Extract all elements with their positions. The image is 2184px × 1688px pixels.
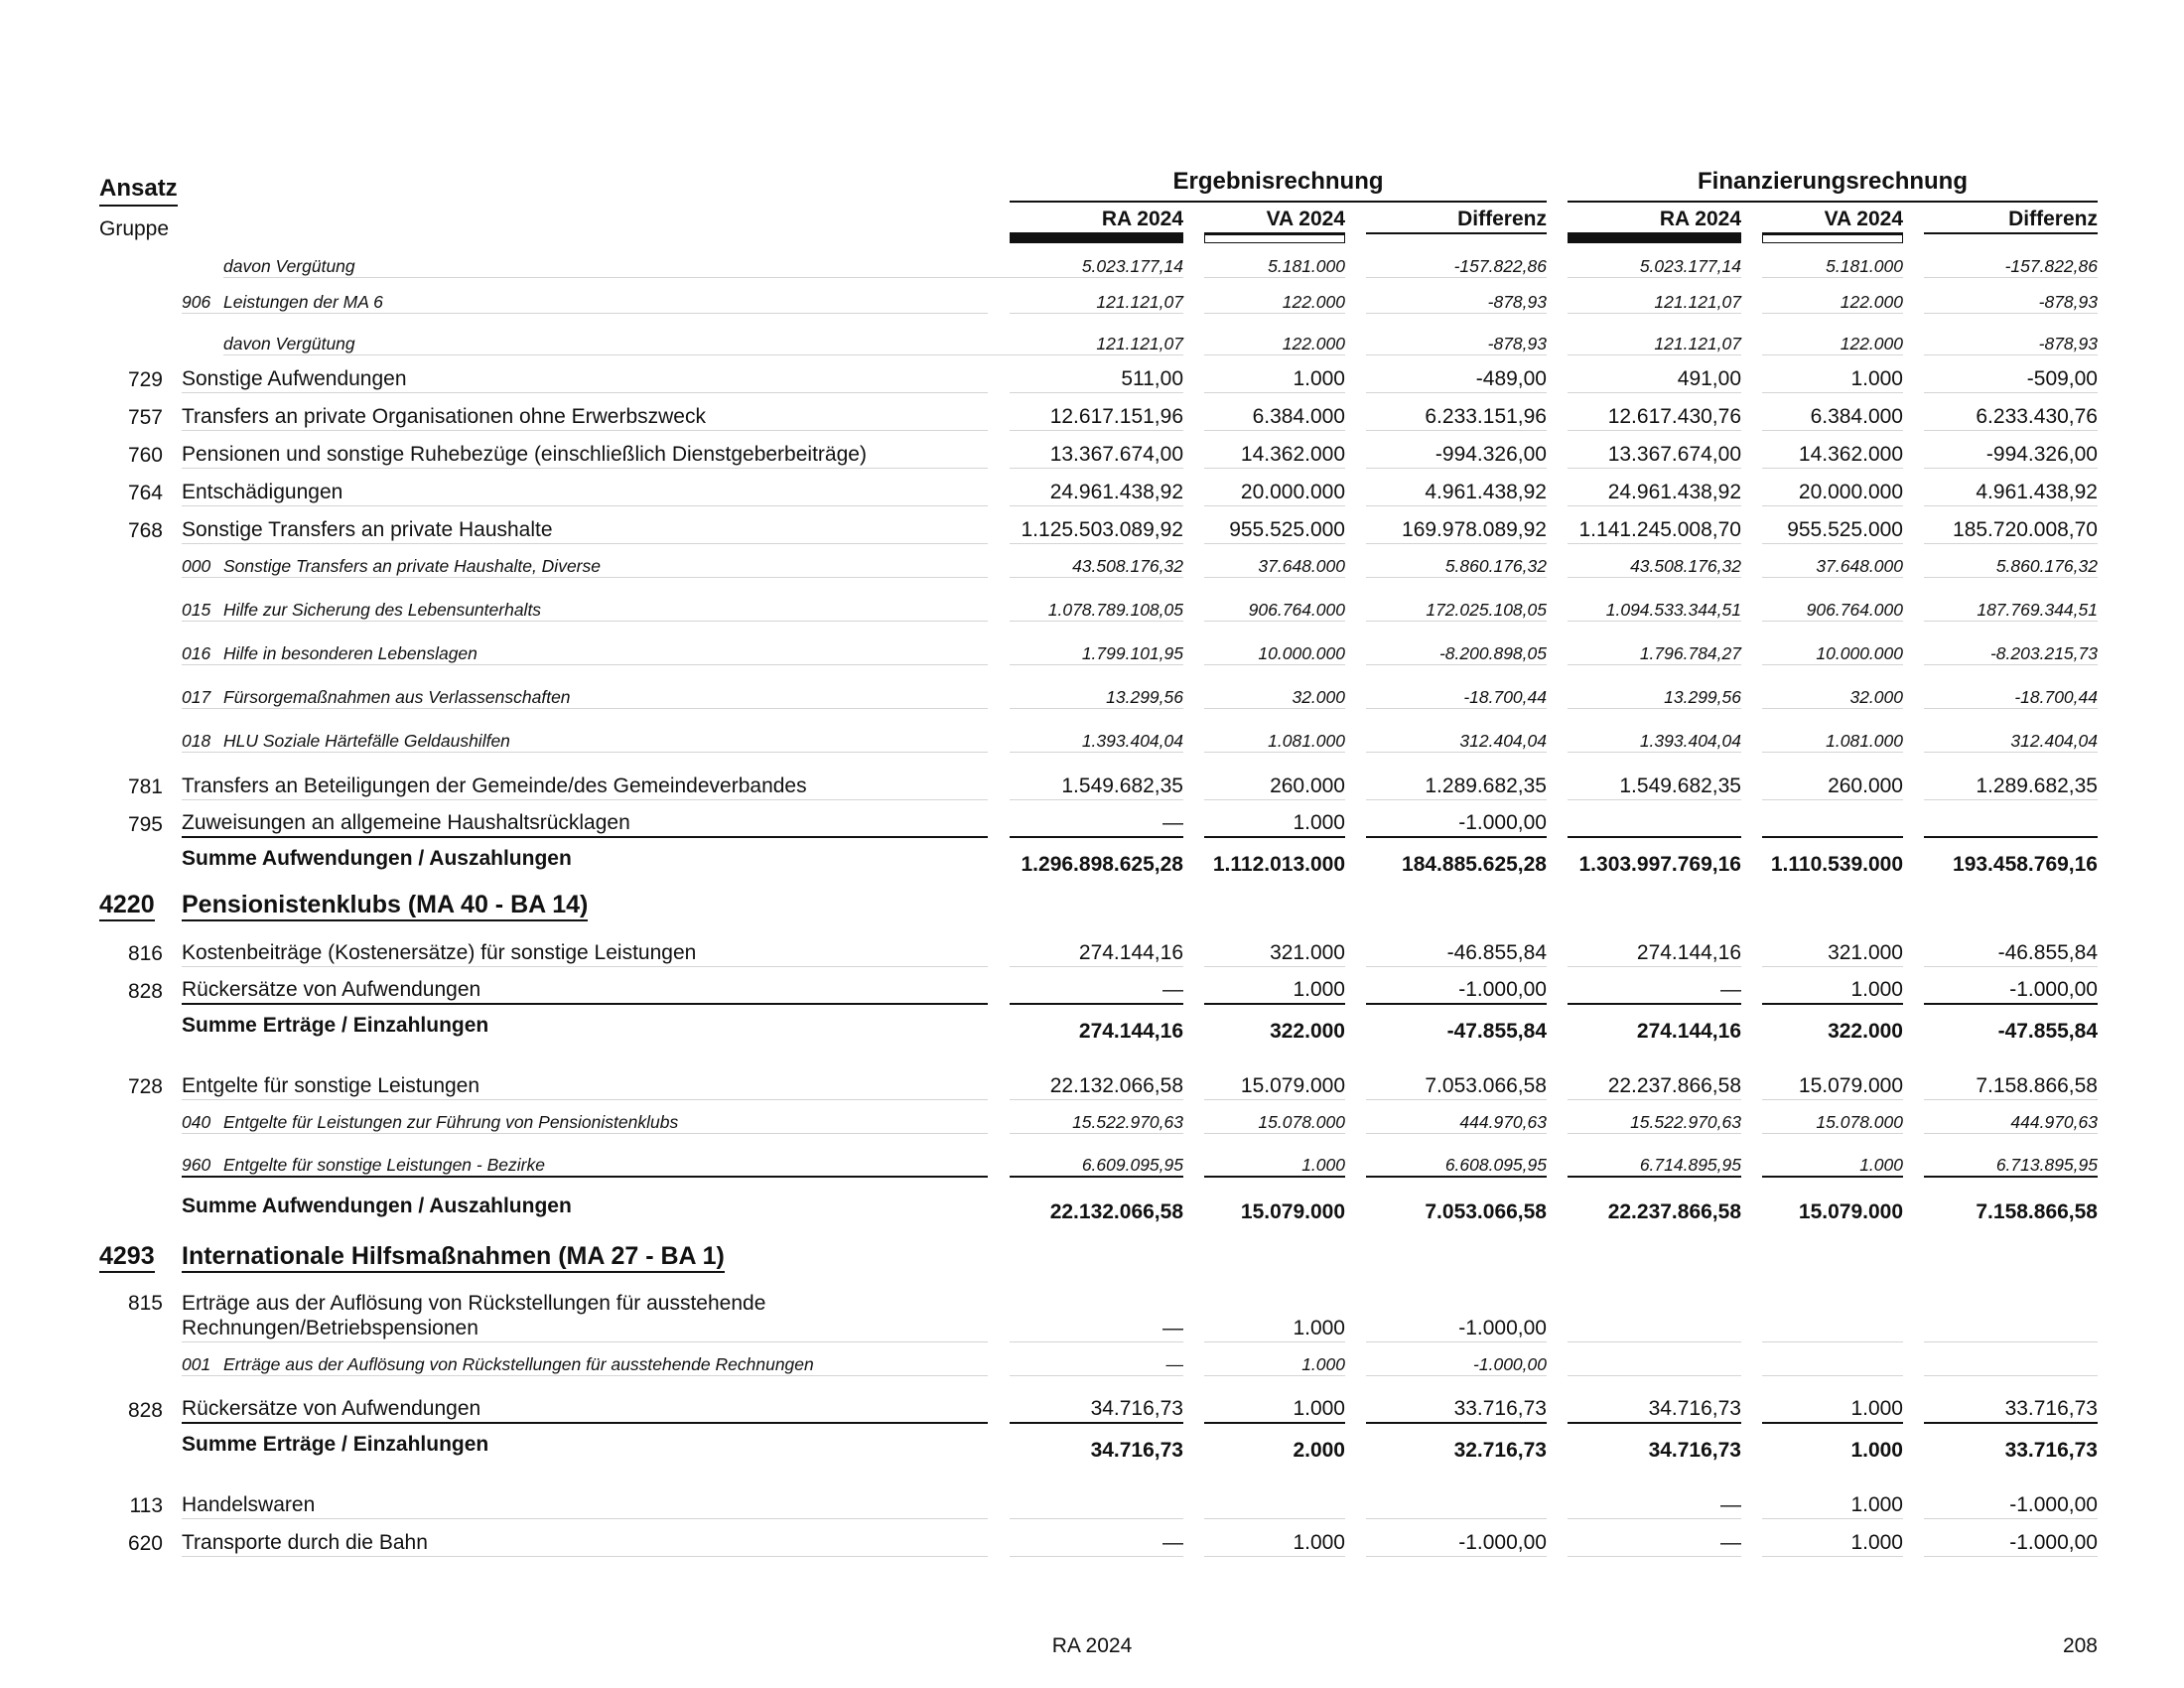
cell-ra-finanzierung: 1.141.245.008,70 (1568, 517, 1741, 544)
cell-diff-finanzierung (1924, 1375, 2098, 1376)
sub-code: 040 (182, 1112, 211, 1132)
page-number: 208 (2062, 1634, 2098, 1657)
cell-diff-finanzierung: -1.000,00 (1924, 1530, 2098, 1557)
cell-diff-ergebnis: 6.233.151,96 (1366, 404, 1547, 431)
cell-diff-finanzierung: 185.720.008,70 (1924, 517, 2098, 544)
table-row (0, 252, 2184, 278)
cell-ra-finanzierung: 274.144,16 (1568, 940, 1741, 967)
cell-va-finanzierung: 32.000 (1762, 686, 1903, 709)
cell-ra-finanzierung: — (1568, 1492, 1741, 1519)
cell-va-finanzierung: 1.081.000 (1762, 730, 1903, 753)
cell-va-ergebnis: 32.000 (1204, 686, 1345, 709)
cell-diff-ergebnis: 1.289.682,35 (1366, 774, 1547, 800)
cell-ra-finanzierung: — (1568, 1530, 1741, 1557)
cell-va-ergebnis: 1.000 (1204, 366, 1345, 393)
cell-va-ergebnis: 1.081.000 (1204, 730, 1345, 753)
cell-va-finanzierung (1762, 1375, 1903, 1376)
row-label (182, 555, 988, 578)
row-code: 757 (127, 406, 163, 429)
cell-va-finanzierung: 5.181.000 (1762, 255, 1903, 278)
cell-ra-finanzierung: 1.796.784,27 (1568, 642, 1741, 665)
table-row (0, 975, 2184, 1005)
cell-diff-ergebnis: -8.200.898,05 (1366, 642, 1547, 665)
row-label: Zuweisungen an allgemeine Haushaltsrücklagen (182, 810, 988, 838)
cell-diff-finanzierung: 7.158.866,58 (1924, 1073, 2098, 1100)
cell-diff-finanzierung: 5.860.176,32 (1924, 555, 2098, 578)
cell-va-finanzierung: 37.648.000 (1762, 555, 1903, 578)
sub-code: 018 (182, 731, 211, 751)
cell-ra-finanzierung: 24.961.438,92 (1568, 480, 1741, 506)
cell-diff-finanzierung: 33.716,73 (1924, 1396, 2098, 1424)
table-row (0, 288, 2184, 314)
cell-diff-ergebnis: -157.822,86 (1366, 255, 1547, 278)
cell-ra-finanzierung: — (1568, 977, 1741, 1005)
cell-diff-ergebnis: -878,93 (1366, 291, 1547, 314)
cell-diff-ergebnis: -1.000,00 (1366, 1530, 1547, 1557)
cell-diff-ergebnis: -489,00 (1366, 366, 1547, 393)
sum-diff-ergebnis: 32.716,73 (1453, 1439, 1547, 1462)
cell-ra-ergebnis: — (1010, 1353, 1183, 1376)
sum-va-ergebnis: 322.000 (1270, 1020, 1345, 1043)
cell-diff-ergebnis: -1.000,00 (1366, 810, 1547, 838)
cell-va-finanzierung: 1.000 (1762, 366, 1903, 393)
footer-title: RA 2024 (1051, 1634, 1133, 1657)
cell-ra-ergebnis (1010, 1518, 1183, 1519)
table-row (0, 439, 2184, 469)
sum-ra-finanzierung: 274.144,16 (1636, 1020, 1741, 1043)
table-row (0, 727, 2184, 753)
cell-va-finanzierung (1762, 1341, 1903, 1342)
section-code: 4293 (99, 1241, 155, 1273)
cell-diff-ergebnis: 4.961.438,92 (1366, 480, 1547, 506)
row-code: 728 (127, 1075, 163, 1098)
sum-va-ergebnis: 1.112.013.000 (1212, 853, 1345, 876)
cell-va-ergebnis (1204, 1518, 1345, 1519)
sub-label: Sonstige Transfers an private Haushalte, Diverse (223, 556, 601, 576)
sum-ra-ergebnis: 274.144,16 (1078, 1020, 1183, 1043)
cell-va-finanzierung: 1.000 (1762, 1530, 1903, 1557)
cell-diff-ergebnis: 6.608.095,95 (1366, 1154, 1547, 1178)
cell-ra-ergebnis: 22.132.066,58 (1010, 1073, 1183, 1100)
cell-ra-finanzierung: 5.023.177,14 (1568, 255, 1741, 278)
cell-va-ergebnis: 5.181.000 (1204, 255, 1345, 278)
cell-va-ergebnis: 10.000.000 (1204, 642, 1345, 665)
cell-ra-ergebnis: 1.549.682,35 (1010, 774, 1183, 800)
header-ansatz: Ansatz (99, 175, 178, 207)
table-row (0, 1287, 2184, 1342)
row-code: 620 (127, 1532, 163, 1555)
sum-va-finanzierung: 322.000 (1828, 1020, 1903, 1043)
cell-diff-ergebnis (1366, 1518, 1547, 1519)
row-code: 768 (127, 519, 163, 542)
row-code: 729 (127, 368, 163, 391)
sum-ra-ergebnis: 34.716,73 (1090, 1439, 1183, 1462)
cell-ra-finanzierung: 1.393.404,04 (1568, 730, 1741, 753)
cell-ra-ergebnis: 1.393.404,04 (1010, 730, 1183, 753)
row-label (182, 1111, 988, 1134)
cell-diff-finanzierung: -878,93 (1924, 291, 2098, 314)
table-row (0, 552, 2184, 578)
cell-ra-ergebnis: 1.078.789.108,05 (1010, 599, 1183, 622)
va-column-marker (1204, 234, 1345, 243)
ra-column-marker (1568, 234, 1741, 243)
cell-va-finanzierung: 10.000.000 (1762, 642, 1903, 665)
sum-diff-finanzierung: 193.458.769,16 (1953, 853, 2098, 876)
row-label: Kostenbeiträge (Kostenersätze) für sonstige Leistungen (182, 940, 988, 967)
table-row (0, 771, 2184, 800)
table-row (0, 514, 2184, 544)
row-code: 816 (127, 942, 163, 965)
cell-diff-finanzierung: -157.822,86 (1924, 255, 2098, 278)
cell-diff-finanzierung (1924, 1341, 2098, 1342)
sum-ra-ergebnis: 1.296.898.625,28 (1021, 853, 1183, 876)
cell-va-finanzierung: 122.000 (1762, 291, 1903, 314)
row-code: 828 (127, 980, 163, 1003)
cell-diff-finanzierung: -46.855,84 (1924, 940, 2098, 967)
sum-label: Summe Aufwendungen / Auszahlungen (182, 1195, 572, 1217)
cell-diff-ergebnis: 7.053.066,58 (1366, 1073, 1547, 1100)
cell-ra-finanzierung: 121.121,07 (1568, 333, 1741, 355)
cell-va-finanzierung: 15.078.000 (1762, 1111, 1903, 1134)
cell-va-finanzierung: 1.000 (1762, 977, 1903, 1005)
cell-ra-finanzierung (1568, 1341, 1741, 1342)
col-header-ra-2024-ergebnis: RA 2024 (1010, 207, 1183, 234)
sub-code: 960 (182, 1155, 211, 1175)
cell-ra-ergebnis: 274.144,16 (1010, 940, 1183, 967)
sum-row (0, 1013, 2184, 1043)
sum-va-finanzierung: 1.110.539.000 (1770, 853, 1903, 876)
table-row (0, 401, 2184, 431)
cell-va-finanzierung (1762, 836, 1903, 838)
sub-label: HLU Soziale Härtefälle Geldaushilfen (223, 731, 510, 751)
table-row (0, 1152, 2184, 1178)
cell-ra-ergebnis: 12.617.151,96 (1010, 404, 1183, 431)
cell-va-ergebnis: 955.525.000 (1204, 517, 1345, 544)
cell-diff-ergebnis: -46.855,84 (1366, 940, 1547, 967)
sum-label: Summe Aufwendungen / Auszahlungen (182, 847, 572, 870)
table-row (0, 1108, 2184, 1134)
row-label: davon Vergütung (223, 255, 1029, 278)
cell-va-ergebnis: 122.000 (1204, 291, 1345, 314)
table-row (0, 477, 2184, 506)
table-row (0, 937, 2184, 967)
cell-diff-ergebnis: -1.000,00 (1366, 977, 1547, 1005)
sub-code: 016 (182, 643, 211, 663)
cell-diff-ergebnis: 33.716,73 (1366, 1396, 1547, 1424)
cell-ra-ergebnis: 511,00 (1010, 366, 1183, 393)
cell-ra-ergebnis: 34.716,73 (1010, 1396, 1183, 1424)
table-row (0, 596, 2184, 622)
section-title: Pensionistenklubs (MA 40 - BA 14) (182, 890, 588, 921)
cell-ra-ergebnis: — (1010, 810, 1183, 838)
sub-label: Hilfe zur Sicherung des Lebensunterhalts (223, 600, 542, 620)
cell-va-ergebnis: 1.000 (1204, 1530, 1345, 1557)
row-label (182, 1154, 988, 1178)
sum-va-ergebnis: 2.000 (1293, 1439, 1345, 1462)
cell-ra-ergebnis: 121.121,07 (1010, 333, 1183, 355)
sum-diff-ergebnis: -47.855,84 (1446, 1020, 1547, 1043)
cell-diff-ergebnis: 444.970,63 (1366, 1111, 1547, 1134)
cell-ra-ergebnis: 15.522.970,63 (1010, 1111, 1183, 1134)
cell-ra-ergebnis: 121.121,07 (1010, 291, 1183, 314)
cell-va-ergebnis: 1.000 (1204, 977, 1345, 1005)
row-label: Handelswaren (182, 1492, 988, 1519)
table-row (0, 1350, 2184, 1376)
row-label: Rückersätze von Aufwendungen (182, 1396, 988, 1424)
row-label (182, 291, 988, 314)
sum-ra-finanzierung: 34.716,73 (1648, 1439, 1741, 1462)
cell-va-finanzierung: 260.000 (1762, 774, 1903, 800)
sub-code: 001 (182, 1354, 211, 1374)
table-row (0, 1489, 2184, 1519)
row-label (182, 599, 988, 622)
header-gruppe: Gruppe (99, 217, 170, 240)
cell-diff-ergebnis: 5.860.176,32 (1366, 555, 1547, 578)
cell-ra-ergebnis: 1.125.503.089,92 (1010, 517, 1183, 544)
cell-va-finanzierung: 6.384.000 (1762, 404, 1903, 431)
table-row (0, 1394, 2184, 1424)
cell-diff-finanzierung (1924, 836, 2098, 838)
sub-label: Leistungen der MA 6 (223, 292, 383, 312)
cell-va-finanzierung: 1.000 (1762, 1492, 1903, 1519)
cell-diff-ergebnis: -878,93 (1366, 333, 1547, 355)
cell-diff-finanzierung: 444.970,63 (1924, 1111, 2098, 1134)
cell-ra-finanzierung: 121.121,07 (1568, 291, 1741, 314)
cell-va-finanzierung: 14.362.000 (1762, 442, 1903, 469)
sub-code: 906 (182, 292, 211, 312)
cell-va-ergebnis: 1.000 (1204, 810, 1345, 838)
sum-diff-ergebnis: 184.885.625,28 (1402, 853, 1547, 876)
section-title: Internationale Hilfsmaßnahmen (MA 27 - BA 1) (182, 1241, 725, 1273)
cell-va-ergebnis: 321.000 (1204, 940, 1345, 967)
cell-diff-finanzierung: 187.769.344,51 (1924, 599, 2098, 622)
group-title-finanzierungsrechnung: Finanzierungsrechnung (1568, 167, 2098, 203)
cell-ra-finanzierung: 13.299,56 (1568, 686, 1741, 709)
row-label-line-2: Rechnungen/Betriebspensionen (182, 1316, 988, 1342)
sub-label: Erträge aus der Auflösung von Rückstellungen für ausstehende Rechnungen (223, 1354, 814, 1374)
cell-diff-finanzierung: -18.700,44 (1924, 686, 2098, 709)
section-code: 4220 (99, 890, 155, 921)
cell-ra-finanzierung: 491,00 (1568, 366, 1741, 393)
cell-ra-ergebnis: 24.961.438,92 (1010, 480, 1183, 506)
row-label: davon Vergütung (223, 333, 1029, 355)
cell-diff-ergebnis: 312.404,04 (1366, 730, 1547, 753)
row-label: Sonstige Transfers an private Haushalte (182, 517, 988, 544)
cell-diff-finanzierung: -8.203.215,73 (1924, 642, 2098, 665)
va-column-marker (1762, 234, 1903, 243)
row-label: Transfers an private Organisationen ohne Erwerbszweck (182, 404, 988, 431)
cell-va-ergebnis: 260.000 (1204, 774, 1345, 800)
sum-row (0, 1194, 2184, 1223)
cell-diff-finanzierung: -994.326,00 (1924, 442, 2098, 469)
cell-diff-ergebnis: -994.326,00 (1366, 442, 1547, 469)
cell-diff-finanzierung: 4.961.438,92 (1924, 480, 2098, 506)
sub-code: 017 (182, 687, 211, 707)
cell-diff-ergebnis: 169.978.089,92 (1366, 517, 1547, 544)
sum-label: Summe Erträge / Einzahlungen (182, 1014, 489, 1037)
cell-va-ergebnis: 1.000 (1204, 1316, 1345, 1342)
table-row (0, 1070, 2184, 1100)
cell-ra-ergebnis: 13.367.674,00 (1010, 442, 1183, 469)
cell-ra-ergebnis: 1.799.101,95 (1010, 642, 1183, 665)
row-label (182, 686, 988, 709)
cell-diff-finanzierung: -1.000,00 (1924, 977, 2098, 1005)
sum-ra-finanzierung: 1.303.997.769,16 (1578, 853, 1741, 876)
cell-va-finanzierung: 122.000 (1762, 333, 1903, 355)
row-label (182, 730, 988, 753)
cell-ra-ergebnis: — (1010, 1530, 1183, 1557)
cell-ra-finanzierung: 34.716,73 (1568, 1396, 1741, 1424)
sub-label: Hilfe in besonderen Lebenslagen (223, 643, 478, 663)
sum-ra-ergebnis: 22.132.066,58 (1049, 1200, 1183, 1223)
cell-diff-finanzierung: -1.000,00 (1924, 1492, 2098, 1519)
sum-va-finanzierung: 15.079.000 (1798, 1200, 1903, 1223)
cell-va-ergebnis: 1.000 (1204, 1396, 1345, 1424)
cell-diff-finanzierung: 6.713.895,95 (1924, 1154, 2098, 1178)
col-header-differenz-finanzierung: Differenz (1924, 207, 2098, 234)
table-row (0, 639, 2184, 665)
sum-diff-finanzierung: 7.158.866,58 (1976, 1200, 2098, 1223)
sum-diff-finanzierung: 33.716,73 (2004, 1439, 2098, 1462)
row-code: 815 (127, 1292, 163, 1315)
row-label: Pensionen und sonstige Ruhebezüge (einschließlich Dienstgeberbeiträge) (182, 442, 988, 469)
cell-diff-ergebnis: -1.000,00 (1366, 1316, 1547, 1342)
cell-va-ergebnis: 20.000.000 (1204, 480, 1345, 506)
cell-diff-finanzierung: -509,00 (1924, 366, 2098, 393)
ra-column-marker (1010, 234, 1183, 243)
cell-ra-ergebnis: 13.299,56 (1010, 686, 1183, 709)
row-label (182, 642, 988, 665)
cell-diff-finanzierung: 6.233.430,76 (1924, 404, 2098, 431)
sub-code: 015 (182, 600, 211, 620)
cell-va-ergebnis: 15.079.000 (1204, 1073, 1345, 1100)
cell-va-ergebnis: 906.764.000 (1204, 599, 1345, 622)
cell-ra-ergebnis: 43.508.176,32 (1010, 555, 1183, 578)
cell-ra-ergebnis: 5.023.177,14 (1010, 255, 1183, 278)
cell-diff-finanzierung: 312.404,04 (1924, 730, 2098, 753)
row-code: 113 (129, 1494, 163, 1517)
cell-va-ergebnis: 14.362.000 (1204, 442, 1345, 469)
row-code: 760 (127, 444, 163, 467)
cell-va-ergebnis: 1.000 (1204, 1353, 1345, 1376)
cell-ra-ergebnis: — (1010, 1316, 1183, 1342)
cell-ra-finanzierung: 1.094.533.344,51 (1568, 599, 1741, 622)
row-code: 795 (127, 813, 163, 836)
cell-va-finanzierung: 20.000.000 (1762, 480, 1903, 506)
cell-va-finanzierung: 15.079.000 (1762, 1073, 1903, 1100)
cell-va-finanzierung: 1.000 (1762, 1154, 1903, 1178)
row-label: Entschädigungen (182, 480, 988, 506)
cell-ra-finanzierung: 1.549.682,35 (1568, 774, 1741, 800)
row-label: Sonstige Aufwendungen (182, 366, 988, 393)
cell-diff-ergebnis: -1.000,00 (1366, 1353, 1547, 1376)
cell-ra-ergebnis: — (1010, 977, 1183, 1005)
row-label: Entgelte für sonstige Leistungen (182, 1073, 988, 1100)
row-label (182, 1353, 988, 1376)
col-header-ra-2024-finanzierung: RA 2024 (1568, 207, 1741, 234)
cell-diff-finanzierung: 1.289.682,35 (1924, 774, 2098, 800)
cell-diff-ergebnis: -18.700,44 (1366, 686, 1547, 709)
sub-label: Entgelte für Leistungen zur Führung von Pensionistenklubs (223, 1112, 679, 1132)
cell-ra-ergebnis: 6.609.095,95 (1010, 1154, 1183, 1178)
sum-diff-finanzierung: -47.855,84 (1997, 1020, 2098, 1043)
sub-label: Entgelte für sonstige Leistungen - Bezirke (223, 1155, 545, 1175)
table-row (0, 808, 2184, 838)
cell-va-ergebnis: 1.000 (1204, 1154, 1345, 1178)
sum-va-ergebnis: 15.079.000 (1240, 1200, 1345, 1223)
cell-va-ergebnis: 122.000 (1204, 333, 1345, 355)
sum-row (0, 1432, 2184, 1462)
row-label: Rückersätze von Aufwendungen (182, 977, 988, 1005)
cell-ra-finanzierung: 22.237.866,58 (1568, 1073, 1741, 1100)
cell-ra-finanzierung: 15.522.970,63 (1568, 1111, 1741, 1134)
row-label: Transporte durch die Bahn (182, 1530, 988, 1557)
row-code: 781 (127, 775, 163, 798)
group-title-ergebnisrechnung: Ergebnisrechnung (1010, 167, 1547, 203)
cell-ra-finanzierung (1568, 1375, 1741, 1376)
row-label: Transfers an Beteiligungen der Gemeinde/des Gemeindeverbandes (182, 774, 988, 800)
col-header-differenz-ergebnis: Differenz (1366, 207, 1547, 234)
row-label: Erträge aus der Auflösung von Rückstellungen für ausstehende (182, 1292, 766, 1315)
sum-ra-finanzierung: 22.237.866,58 (1607, 1200, 1741, 1223)
cell-va-ergebnis: 6.384.000 (1204, 404, 1345, 431)
sum-label: Summe Erträge / Einzahlungen (182, 1433, 489, 1456)
cell-va-ergebnis: 15.078.000 (1204, 1111, 1345, 1134)
sub-label: Fürsorgemaßnahmen aus Verlassenschaften (223, 687, 571, 707)
table-row (0, 1527, 2184, 1557)
row-code: 828 (127, 1399, 163, 1422)
cell-ra-finanzierung (1568, 836, 1741, 838)
cell-ra-finanzierung: 43.508.176,32 (1568, 555, 1741, 578)
cell-va-ergebnis: 37.648.000 (1204, 555, 1345, 578)
cell-va-finanzierung: 955.525.000 (1762, 517, 1903, 544)
sum-row (0, 846, 2184, 876)
cell-ra-finanzierung: 13.367.674,00 (1568, 442, 1741, 469)
col-header-va-2024-finanzierung: VA 2024 (1762, 207, 1903, 234)
cell-ra-finanzierung: 6.714.895,95 (1568, 1154, 1741, 1178)
table-row (0, 330, 2184, 355)
cell-va-finanzierung: 321.000 (1762, 940, 1903, 967)
col-header-va-2024-ergebnis: VA 2024 (1204, 207, 1345, 234)
section-heading (0, 890, 2184, 925)
cell-diff-finanzierung: -878,93 (1924, 333, 2098, 355)
table-row (0, 363, 2184, 393)
sum-diff-ergebnis: 7.053.066,58 (1425, 1200, 1547, 1223)
sum-va-finanzierung: 1.000 (1850, 1439, 1903, 1462)
cell-va-finanzierung: 1.000 (1762, 1396, 1903, 1424)
sub-code: 000 (182, 556, 211, 576)
table-row (0, 683, 2184, 709)
section-heading (0, 1241, 2184, 1277)
cell-ra-finanzierung: 12.617.430,76 (1568, 404, 1741, 431)
row-code: 764 (127, 482, 163, 504)
cell-diff-ergebnis: 172.025.108,05 (1366, 599, 1547, 622)
cell-va-finanzierung: 906.764.000 (1762, 599, 1903, 622)
